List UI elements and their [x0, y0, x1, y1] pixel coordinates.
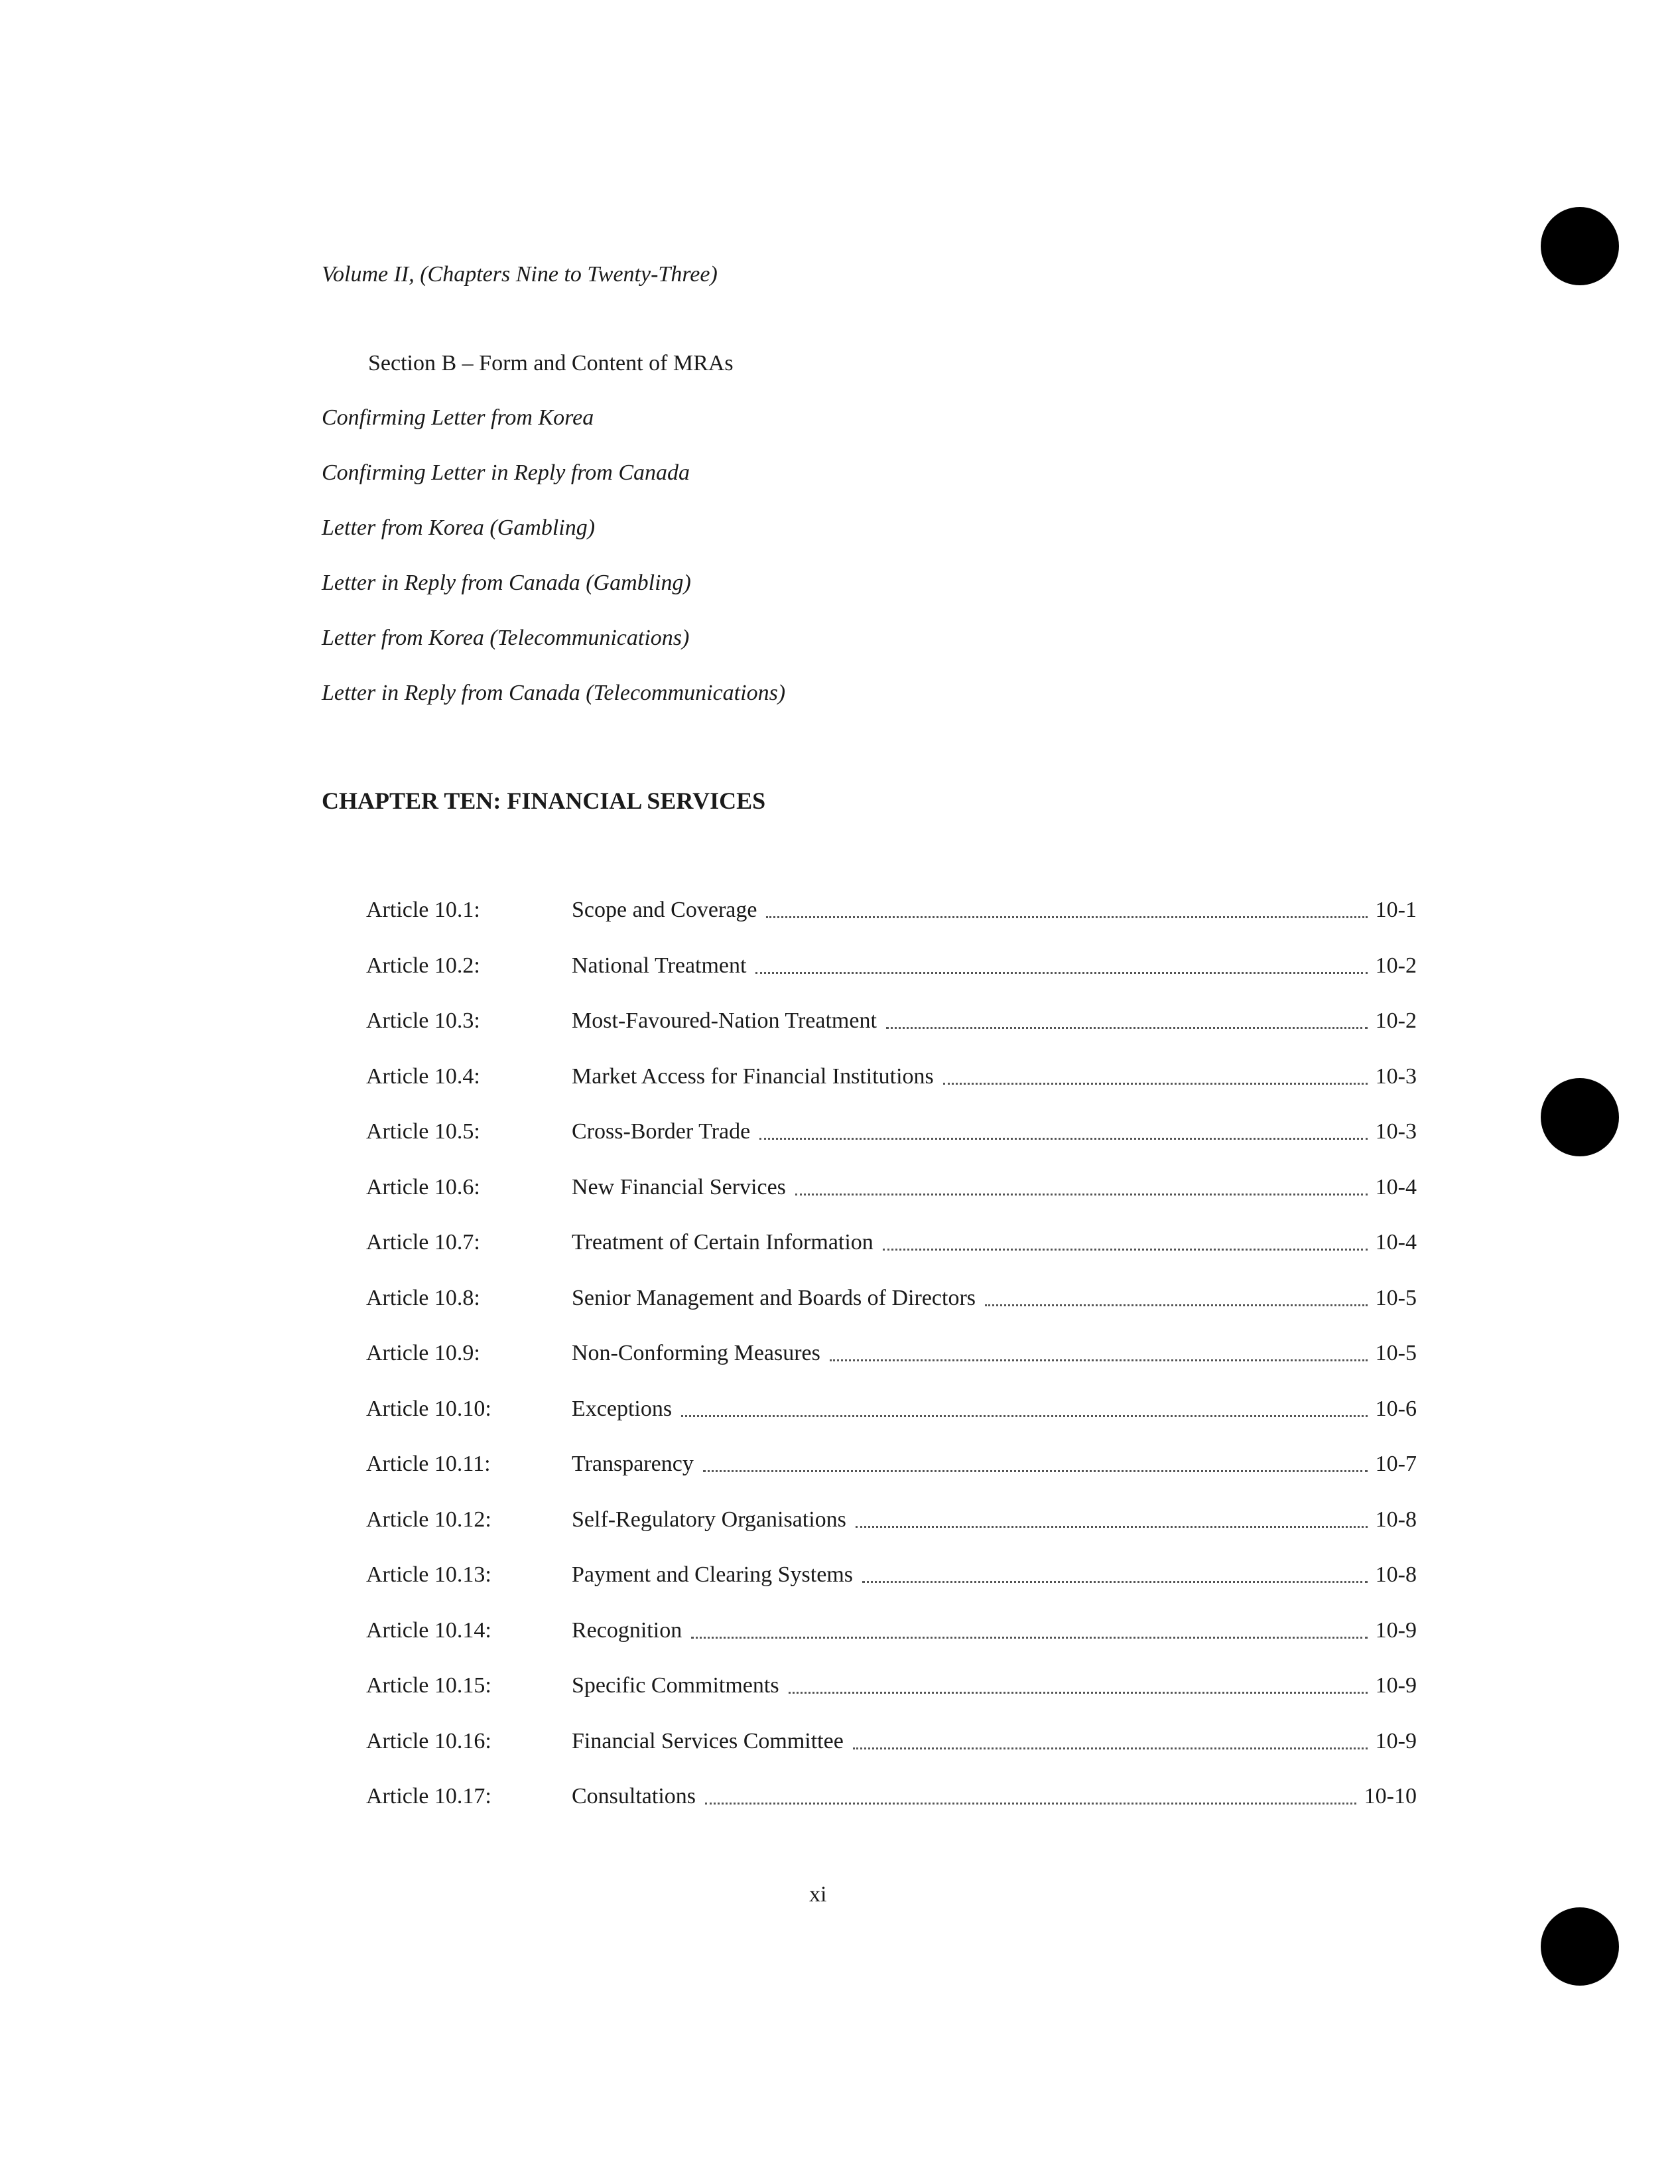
toc-row: [366, 1395, 1417, 1424]
article-number: Article 10.15:: [366, 1673, 491, 1698]
toc-entry: [572, 1782, 1417, 1811]
toc-entry: [572, 1727, 1417, 1756]
article-number: Article 10.13:: [366, 1562, 491, 1587]
article-page: 10-6: [1375, 1397, 1417, 1421]
article-title: National Treatment: [572, 953, 747, 978]
article-title: Senior Management and Boards of Directors: [572, 1286, 976, 1310]
toc-row: [366, 1006, 1417, 1036]
article-number: Article 10.8:: [366, 1286, 480, 1310]
punch-hole: [1541, 1907, 1619, 1986]
dot-leader: [755, 972, 1367, 974]
article-title: Transparency: [572, 1452, 694, 1476]
article-number: Article 10.9:: [366, 1341, 480, 1365]
article-page: 10-8: [1375, 1507, 1417, 1532]
article-page: 10-9: [1375, 1618, 1417, 1643]
toc-entry: [572, 1062, 1417, 1091]
article-title: Recognition: [572, 1618, 682, 1643]
toc-entry: [572, 1117, 1417, 1146]
toc-row: [366, 1560, 1417, 1590]
article-page: 10-2: [1375, 1008, 1417, 1033]
dot-leader: [766, 916, 1367, 918]
article-title: Treatment of Certain Information: [572, 1230, 873, 1255]
volume-title: Volume II, (Chapters Nine to Twenty-Three): [322, 262, 718, 287]
toc-entry: [572, 1395, 1417, 1424]
toc-row: [366, 1062, 1417, 1091]
letter-entry: Confirming Letter in Reply from Canada: [322, 460, 690, 485]
toc-entry: [572, 1560, 1417, 1590]
article-title: Consultations: [572, 1784, 696, 1809]
dot-leader: [681, 1415, 1368, 1417]
article-number: Article 10.7:: [366, 1230, 480, 1255]
article-number: Article 10.1:: [366, 898, 480, 922]
article-number: Article 10.6:: [366, 1175, 480, 1199]
letter-entry: Letter in Reply from Canada (Gambling): [322, 571, 691, 595]
toc-row: [366, 1173, 1417, 1202]
section-b-heading: Section B – Form and Content of MRAs: [368, 351, 734, 375]
article-number: Article 10.4:: [366, 1064, 480, 1089]
dot-leader: [795, 1194, 1368, 1195]
punch-hole: [1541, 1078, 1619, 1156]
page-number: xi: [809, 1882, 827, 1907]
article-title: Self-Regulatory Organisations: [572, 1507, 846, 1532]
dot-leader: [985, 1304, 1368, 1306]
dot-leader: [886, 1027, 1368, 1029]
article-page: 10-9: [1375, 1673, 1417, 1698]
toc-entry: [572, 1173, 1417, 1202]
dot-leader: [691, 1637, 1367, 1639]
article-number: Article 10.16:: [366, 1729, 491, 1753]
toc-entry: [572, 1228, 1417, 1257]
toc-entry: [572, 1284, 1417, 1313]
article-page: 10-9: [1375, 1729, 1417, 1753]
article-page: 10-1: [1375, 898, 1417, 922]
toc-row: [366, 1671, 1417, 1700]
article-title: Most-Favoured-Nation Treatment: [572, 1008, 877, 1033]
toc-entry: [572, 951, 1417, 981]
toc-entry: [572, 1671, 1417, 1700]
article-number: Article 10.10:: [366, 1397, 491, 1421]
dot-leader: [759, 1138, 1368, 1140]
article-page: 10-5: [1375, 1341, 1417, 1365]
toc-row: [366, 896, 1417, 925]
toc-entry: [572, 1450, 1417, 1479]
toc-row: [366, 1117, 1417, 1146]
dot-leader: [830, 1359, 1368, 1361]
article-page: 10-3: [1375, 1064, 1417, 1089]
letter-entry: Letter in Reply from Canada (Telecommunications): [322, 681, 786, 705]
article-page: 10-4: [1375, 1230, 1417, 1255]
dot-leader: [703, 1470, 1368, 1472]
letter-entry: Letter from Korea (Gambling): [322, 515, 596, 540]
toc-row: [366, 1782, 1417, 1811]
article-title: Cross-Border Trade: [572, 1119, 751, 1144]
article-page: 10-2: [1375, 953, 1417, 978]
article-number: Article 10.11:: [366, 1452, 491, 1476]
letter-entry: Confirming Letter from Korea: [322, 405, 594, 430]
punch-hole: [1541, 207, 1619, 285]
toc-row: [366, 1505, 1417, 1535]
dot-leader: [789, 1692, 1368, 1694]
letter-entry: Letter from Korea (Telecommunications): [322, 626, 690, 650]
dot-leader: [853, 1747, 1368, 1749]
article-number: Article 10.2:: [366, 953, 480, 978]
article-page: 10-7: [1375, 1452, 1417, 1476]
toc-row: [366, 951, 1417, 981]
article-title: Market Access for Financial Institutions: [572, 1064, 934, 1089]
article-title: Exceptions: [572, 1397, 673, 1421]
article-title: Scope and Coverage: [572, 898, 757, 922]
article-number: Article 10.12:: [366, 1507, 491, 1532]
toc-row: [366, 1284, 1417, 1313]
toc-entry: [572, 896, 1417, 925]
article-page: 10-4: [1375, 1175, 1417, 1199]
dot-leader: [856, 1526, 1368, 1528]
toc-row: [366, 1339, 1417, 1368]
article-number: Article 10.14:: [366, 1618, 491, 1643]
toc-entry: [572, 1339, 1417, 1368]
chapter-heading: CHAPTER TEN: FINANCIAL SERVICES: [322, 787, 766, 814]
dot-leader: [943, 1083, 1368, 1085]
article-title: Non-Conforming Measures: [572, 1341, 820, 1365]
dot-leader: [883, 1249, 1368, 1251]
dot-leader: [862, 1581, 1368, 1583]
dot-leader: [705, 1803, 1356, 1805]
article-page: 10-10: [1364, 1784, 1417, 1809]
toc-entry: [572, 1006, 1417, 1036]
toc-row: [366, 1228, 1417, 1257]
article-page: 10-5: [1375, 1286, 1417, 1310]
toc-row: [366, 1450, 1417, 1479]
article-title: New Financial Services: [572, 1175, 786, 1199]
article-number: Article 10.17:: [366, 1784, 491, 1809]
toc-row: [366, 1616, 1417, 1645]
article-number: Article 10.3:: [366, 1008, 480, 1033]
article-title: Financial Services Committee: [572, 1729, 844, 1753]
article-page: 10-3: [1375, 1119, 1417, 1144]
toc-entry: [572, 1616, 1417, 1645]
article-title: Specific Commitments: [572, 1673, 779, 1698]
toc-entry: [572, 1505, 1417, 1535]
article-title: Payment and Clearing Systems: [572, 1562, 854, 1587]
toc-row: [366, 1727, 1417, 1756]
article-page: 10-8: [1375, 1562, 1417, 1587]
article-number: Article 10.5:: [366, 1119, 480, 1144]
